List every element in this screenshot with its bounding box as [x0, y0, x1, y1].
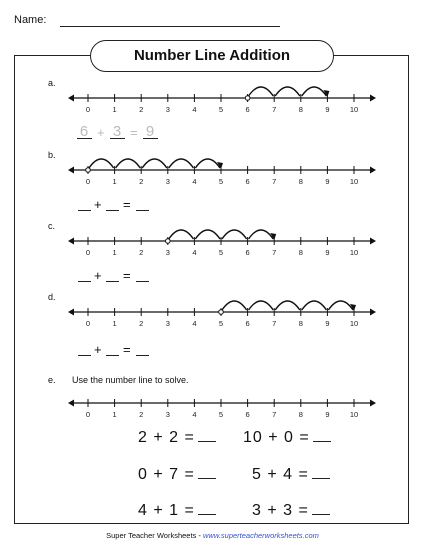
jump-arc: [89, 159, 114, 168]
jump-arc: [142, 159, 167, 168]
jump-arc: [116, 159, 141, 168]
blank-sum-d[interactable]: [136, 355, 149, 356]
tick-label: 10: [349, 105, 359, 114]
tick-label: 10: [349, 248, 359, 257]
tick-label: 8: [298, 410, 303, 419]
left-arrowhead: [68, 400, 74, 407]
blank-2-a: [110, 138, 125, 139]
jump-arc: [302, 87, 327, 96]
jump-arc: [328, 301, 353, 310]
tick-label: 1: [112, 319, 117, 328]
answer-blank[interactable]: [198, 501, 216, 515]
right-arrowhead: [370, 400, 376, 407]
tick-label: 0: [85, 410, 91, 419]
plus-sign-b: +: [94, 197, 102, 212]
start-point: [219, 310, 224, 315]
jump-arc: [222, 301, 247, 310]
tick-label: 10: [349, 410, 359, 419]
tick-label: 4: [192, 105, 197, 114]
tick-label: 9: [325, 319, 330, 328]
tick-label: 1: [112, 105, 117, 114]
tick-label: 4: [192, 410, 197, 419]
equals-sign-b: =: [123, 197, 131, 212]
worksheet-title: Number Line Addition: [90, 40, 334, 72]
tick-label: 4: [192, 248, 197, 257]
start-point: [166, 239, 171, 244]
part-e-problem-4: [252, 465, 330, 484]
sum-a: 9: [145, 123, 155, 140]
problem-text: 4 + 1 =: [138, 502, 195, 519]
tick-label: 10: [349, 319, 359, 328]
jump-arc: [249, 87, 274, 96]
tick-label: 3: [165, 105, 170, 114]
tick-label: 9: [325, 410, 330, 419]
tick-label: 9: [325, 248, 330, 257]
tick-label: 5: [218, 248, 224, 257]
jump-arc: [275, 301, 300, 310]
equation-d: [78, 341, 168, 359]
equals-sign-c: =: [123, 268, 131, 283]
blank-2-d[interactable]: [106, 355, 119, 356]
start-point: [245, 96, 250, 101]
right-arrowhead: [370, 309, 376, 316]
tick-label: 5: [218, 177, 224, 186]
tick-label: 6: [245, 410, 250, 419]
equation-c: [78, 267, 168, 285]
tick-label: 7: [272, 319, 277, 328]
tick-label: 6: [245, 177, 250, 186]
blank-1-c[interactable]: [78, 281, 91, 282]
right-arrowhead: [370, 95, 376, 102]
blank-2-c[interactable]: [106, 281, 119, 282]
blank-1-a: [77, 138, 92, 139]
tick-label: 9: [325, 177, 330, 186]
tick-label: 0: [85, 319, 91, 328]
footer-text: Super Teacher Worksheets -: [106, 531, 203, 540]
left-arrowhead: [68, 95, 74, 102]
tick-label: 2: [139, 177, 144, 186]
problem-text: 2 + 2 =: [138, 429, 195, 446]
tick-label: 3: [165, 410, 170, 419]
answer-blank[interactable]: [198, 465, 216, 479]
tick-label: 3: [165, 319, 170, 328]
tick-label: 2: [139, 105, 144, 114]
problem-text: 5 + 4 =: [252, 466, 309, 483]
tick-label: 5: [218, 105, 224, 114]
part-e-problem-6: [252, 501, 330, 520]
blank-sum-c[interactable]: [136, 281, 149, 282]
tick-label: 9: [325, 105, 330, 114]
tick-label: 2: [139, 248, 144, 257]
problem-text: 3 + 3 =: [252, 502, 309, 519]
left-arrowhead: [68, 167, 74, 174]
blank-1-d[interactable]: [78, 355, 91, 356]
answer-blank[interactable]: [312, 501, 330, 515]
right-arrowhead: [370, 238, 376, 245]
addend-1-a: 6: [79, 123, 89, 140]
footer-link[interactable]: www.superteacherworksheets.com: [202, 531, 319, 540]
problem-label-d: d.: [48, 292, 56, 302]
equation-b: [78, 196, 168, 214]
problem-text: 10 + 0 =: [243, 429, 310, 446]
tick-label: 5: [218, 410, 224, 419]
blank-1-b[interactable]: [78, 210, 91, 211]
tick-label: 1: [112, 177, 117, 186]
jump-arc: [302, 301, 327, 310]
plus-sign-d: +: [94, 342, 102, 357]
jump-arc: [249, 301, 274, 310]
tick-label: 0: [85, 105, 91, 114]
answer-blank[interactable]: [312, 465, 330, 479]
tick-label: 8: [298, 177, 303, 186]
tick-label: 7: [272, 105, 277, 114]
right-arrowhead: [370, 167, 376, 174]
plus-sign-c: +: [94, 268, 102, 283]
answer-blank[interactable]: [198, 428, 216, 442]
tick-label: 8: [298, 248, 303, 257]
tick-label: 4: [192, 319, 197, 328]
problem-text: 0 + 7 =: [138, 466, 195, 483]
equation-a: [76, 123, 176, 141]
tick-label: 7: [272, 410, 277, 419]
part-e-problem-5: [138, 501, 216, 520]
jump-arc: [169, 159, 194, 168]
problem-label-b: b.: [48, 150, 56, 160]
tick-label: 6: [245, 105, 250, 114]
tick-label: 0: [85, 177, 91, 186]
tick-label: 6: [245, 248, 250, 257]
blank-sum-a: [143, 138, 158, 139]
tick-label: 4: [192, 177, 197, 186]
tick-label: 5: [218, 319, 224, 328]
jump-arc: [275, 87, 300, 96]
equals-sign-d: =: [123, 342, 131, 357]
tick-label: 1: [112, 248, 117, 257]
jump-arc: [195, 159, 220, 168]
equals-sign-a: =: [130, 125, 138, 140]
left-arrowhead: [68, 309, 74, 316]
plus-sign-a: +: [97, 125, 105, 140]
problem-label-c: c.: [48, 221, 56, 231]
tick-label: 1: [112, 410, 117, 419]
tick-label: 2: [139, 319, 144, 328]
tick-label: 0: [85, 248, 91, 257]
footer: [0, 531, 425, 540]
blank-sum-b[interactable]: [136, 210, 149, 211]
tick-label: 8: [298, 105, 303, 114]
problem-label-e: e.: [48, 375, 56, 385]
part-e-problem-2: [243, 428, 331, 447]
jump-arc: [222, 230, 247, 239]
tick-label: 7: [272, 248, 277, 257]
tick-label: 8: [298, 319, 303, 328]
part-e-problem-1: [138, 428, 216, 447]
jump-arc: [249, 230, 274, 239]
addend-2-a: 3: [112, 123, 122, 140]
tick-label: 2: [139, 410, 144, 419]
tick-label: 10: [349, 177, 359, 186]
left-arrowhead: [68, 238, 74, 245]
start-point: [86, 168, 91, 173]
jump-arc: [195, 230, 220, 239]
tick-label: 6: [245, 319, 250, 328]
answer-blank[interactable]: [313, 428, 331, 442]
part-e-problem-3: [138, 465, 216, 484]
tick-label: 3: [165, 248, 170, 257]
name-label: Name:: [14, 14, 47, 26]
jump-arc: [169, 230, 194, 239]
tick-label: 3: [165, 177, 170, 186]
part-e-instruction: Use the number line to solve.: [72, 375, 189, 385]
blank-2-b[interactable]: [106, 210, 119, 211]
tick-label: 7: [272, 177, 277, 186]
problem-label-a: a.: [48, 78, 56, 88]
